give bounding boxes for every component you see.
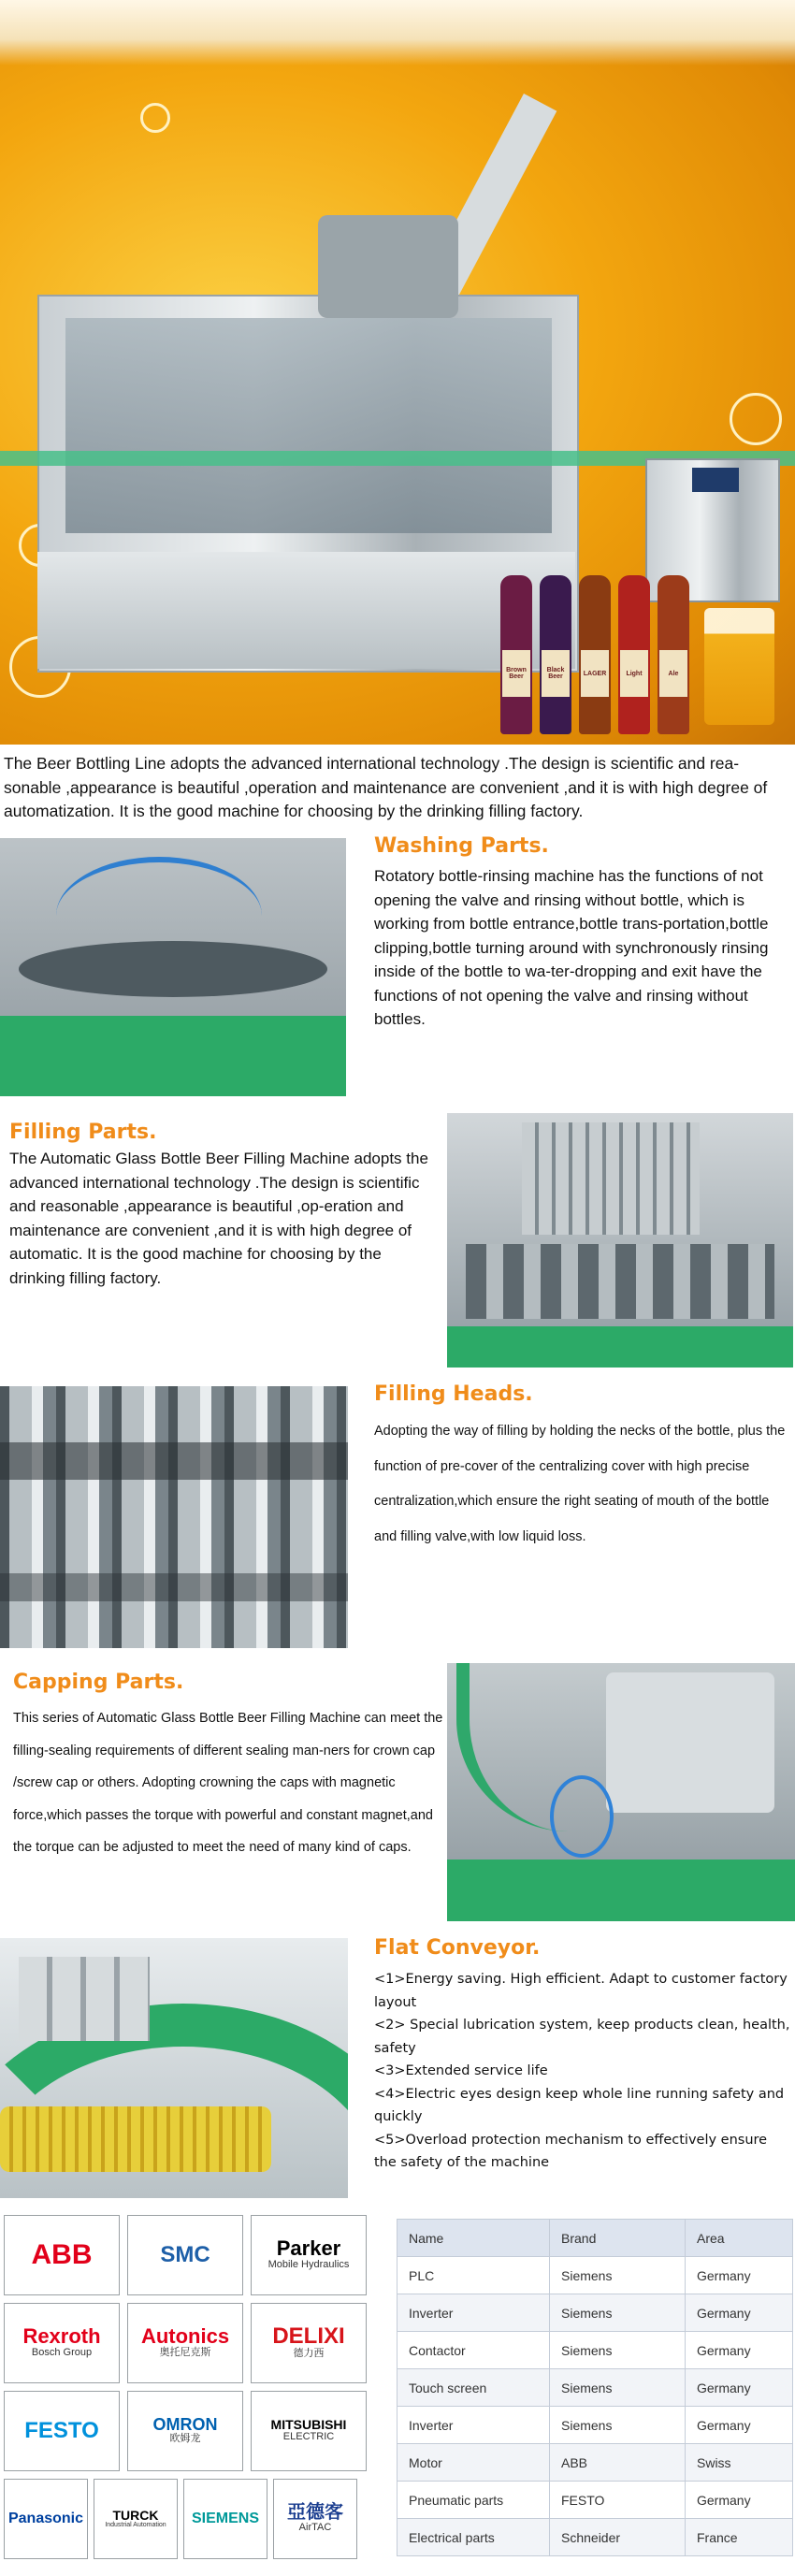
rinser-wheel [19, 941, 327, 997]
filler-pipes [522, 1122, 700, 1235]
brand-logo [273, 2479, 357, 2559]
table-cell: Inverter [398, 2407, 550, 2444]
table-cell: Germany [686, 2369, 793, 2407]
table-cell: Pneumatic parts [398, 2482, 550, 2519]
table-cell: Germany [686, 2407, 793, 2444]
table-cell: Siemens [550, 2257, 686, 2294]
list-item: <5>Overload protection mechanism to effectively ensure the safety of the machine [374, 2132, 768, 2170]
hero-image [0, 0, 795, 745]
bottle-label: Black Beer [542, 650, 570, 697]
brand-logo [127, 2391, 243, 2471]
brand-logo-name: Panasonic [7, 2511, 84, 2526]
filling-parts-text: The Automatic Glass Bottle Beer Filling Machine adopts the advanced international technology .The design is scientific and reasonable ,appearance is beautiful ,op-eration and maintenance are convenient ,and it is with high degree of automatic. It is the good machine for choosing by the drinking filling factory. [9, 1150, 428, 1287]
table-cell: Schneider [550, 2519, 686, 2556]
product-bottles [500, 557, 706, 734]
valve-ring [0, 1442, 348, 1480]
bubble [140, 103, 170, 133]
brand-logo [4, 2215, 120, 2295]
table-cell: Germany [686, 2294, 793, 2332]
table-cell: Electrical parts [398, 2519, 550, 2556]
list-item: <1>Energy saving. High efficient. Adapt to customer factory layout [374, 1972, 788, 2010]
component-brand-table [397, 2219, 793, 2556]
table-cell: Inverter [398, 2294, 550, 2332]
green-table [447, 1326, 793, 1368]
brand-logo [4, 2303, 120, 2383]
brand-logo-name: Rexroth [22, 2324, 101, 2349]
beer-bottle [579, 575, 611, 734]
conveyor-feature-list [374, 1968, 790, 2175]
table-cell: ABB [550, 2444, 686, 2482]
capping-photo [447, 1663, 795, 1921]
table-cell: Siemens [550, 2407, 686, 2444]
column-header-name: Name [398, 2220, 550, 2257]
filler-top [318, 215, 458, 318]
brand-logo [127, 2303, 243, 2383]
table-cell: PLC [398, 2257, 550, 2294]
table-cell: France [686, 2519, 793, 2556]
brand-logo-subtitle: ELECTRIC [282, 2431, 335, 2443]
bubble [730, 393, 782, 445]
column-header-area: Area [686, 2220, 793, 2257]
table-row [398, 2482, 793, 2519]
valve-ring [0, 1573, 348, 1601]
washing-photo [0, 838, 346, 1096]
table-cell: FESTO [550, 2482, 686, 2519]
conveyor-photo [0, 1938, 348, 2198]
table-cell: Germany [686, 2482, 793, 2519]
table-cell: Germany [686, 2257, 793, 2294]
machine-window [65, 318, 552, 533]
beer-bottle [500, 575, 532, 734]
table-row [398, 2407, 793, 2444]
filling-heads-photo [0, 1386, 348, 1648]
beer-mug [704, 608, 774, 725]
bottle-label: Ale [659, 650, 687, 697]
table-cell: Germany [686, 2332, 793, 2369]
filling-parts-title: Filling Parts. [9, 1121, 157, 1144]
bottle-label: Light [620, 650, 648, 697]
brand-logo-grid [0, 2215, 374, 2576]
list-item: <3>Extended service life [374, 2063, 548, 2078]
list-item: <4>Electric eyes design keep whole line running safety and quickly [374, 2086, 785, 2124]
table-cell: Motor [398, 2444, 550, 2482]
intro-text: The Beer Bottling Line adopts the advanced international technology .The design is scientific and rea-sonable ,appearance is beautiful ,operation and maintenance are convenient ,and it is with high degree of automatization. It is the good machine for choosing by the drinking filling factory. [4, 754, 768, 820]
green-table [447, 1860, 795, 1921]
brand-logo-name: FESTO [24, 2418, 99, 2443]
green-table [0, 1016, 346, 1096]
capper-head [606, 1672, 774, 1813]
filling-heads-title: Filling Heads. [374, 1382, 533, 1406]
brand-logo [94, 2479, 178, 2559]
brand-logo-name: Autonics [140, 2324, 230, 2349]
table-header-row [398, 2220, 793, 2257]
table-row [398, 2519, 793, 2556]
brand-logo-subtitle: Mobile Hydraulics [267, 2259, 350, 2271]
brand-logo [251, 2303, 367, 2383]
table-row [398, 2257, 793, 2294]
bottle-row [0, 2106, 271, 2172]
brand-logo-name: Parker [276, 2236, 341, 2261]
blue-hose [550, 1775, 614, 1858]
brand-logo-name: ABB [31, 2239, 93, 2270]
foam [0, 0, 795, 65]
filling-parts-photo [447, 1113, 793, 1368]
brand-logo-subtitle: 德力西 [293, 2348, 325, 2360]
table-cell: Siemens [550, 2369, 686, 2407]
brand-logo-name: SIEMENS [191, 2511, 259, 2526]
bottle-label: Brown Beer [502, 650, 530, 697]
brand-logo-subtitle: 欧姆龙 [169, 2433, 201, 2445]
table-cell: Siemens [550, 2332, 686, 2369]
table-row [398, 2332, 793, 2369]
washing-title: Washing Parts. [374, 834, 549, 858]
capping-text: This series of Automatic Glass Bottle Beer Filling Machine can meet the filling-sealing requirements of different sealing man-ners for crown cap /screw cap or others. Adopting crowning the caps with magnetic force,which passes the torque with powerful and constant magnet,and the torque can be adjusted to meet the need of many kind of caps. [13, 1711, 443, 1855]
table-row [398, 2444, 793, 2482]
table-cell: Siemens [550, 2294, 686, 2332]
touch-screen [692, 468, 739, 492]
brand-logo-name: MITSUBISHI [270, 2417, 347, 2433]
filler-valves [466, 1244, 774, 1319]
brand-logo [251, 2215, 367, 2295]
table-cell: Swiss [686, 2444, 793, 2482]
brand-logo [4, 2391, 120, 2471]
conveyor-title: Flat Conveyor. [374, 1936, 541, 1960]
brand-logo-name: SMC [160, 2242, 210, 2267]
brand-logo [251, 2391, 367, 2471]
brand-logo-subtitle: AirTAC [298, 2522, 332, 2534]
tanks [19, 1957, 150, 2041]
brand-logo-subtitle: Industrial Automation [105, 2521, 166, 2528]
beer-bottle [658, 575, 689, 734]
brand-logo-name: TURCK [112, 2507, 159, 2523]
beer-bottle [540, 575, 571, 734]
brand-logo-name: 亞德客 [287, 2502, 343, 2524]
table-cell: Touch screen [398, 2369, 550, 2407]
column-header-brand: Brand [550, 2220, 686, 2257]
brand-logo-subtitle: 奥托尼克斯 [159, 2347, 211, 2359]
machine-base [37, 552, 575, 669]
brand-logo-name: DELIXI [272, 2323, 345, 2350]
table-cell: Contactor [398, 2332, 550, 2369]
brand-logo-subtitle: Bosch Group [31, 2347, 93, 2359]
brand-logo [183, 2479, 267, 2559]
bottle-label: LAGER [581, 650, 609, 697]
list-item: <2> Special lubrication system, keep products clean, health, safety [374, 2018, 790, 2056]
table-row [398, 2294, 793, 2332]
table-row [398, 2369, 793, 2407]
filling-heads-text: Adopting the way of filling by holding the necks of the bottle, plus the function of pre-cover of the centralizing cover with high precise centralization,which ensure the right seating of mouth of the bottle and filling valve,with low liquid loss. [374, 1424, 786, 1544]
washing-text: Rotatory bottle-rinsing machine has the functions of not opening the valve and rinsing without bottle, which is working from bottle entrance,bottle trans-portation,bottle clipping,bottle turning around with synchronously rinsing inside of the bottle to wa-ter-dropping and exit have the functions of not opening the valve and rinsing without bottles. [374, 867, 769, 1028]
brand-logo [4, 2479, 88, 2559]
brand-logo-name: OMRON [152, 2415, 218, 2435]
beer-bottle [618, 575, 650, 734]
brand-logo [127, 2215, 243, 2295]
capping-title: Capping Parts. [13, 1671, 184, 1694]
